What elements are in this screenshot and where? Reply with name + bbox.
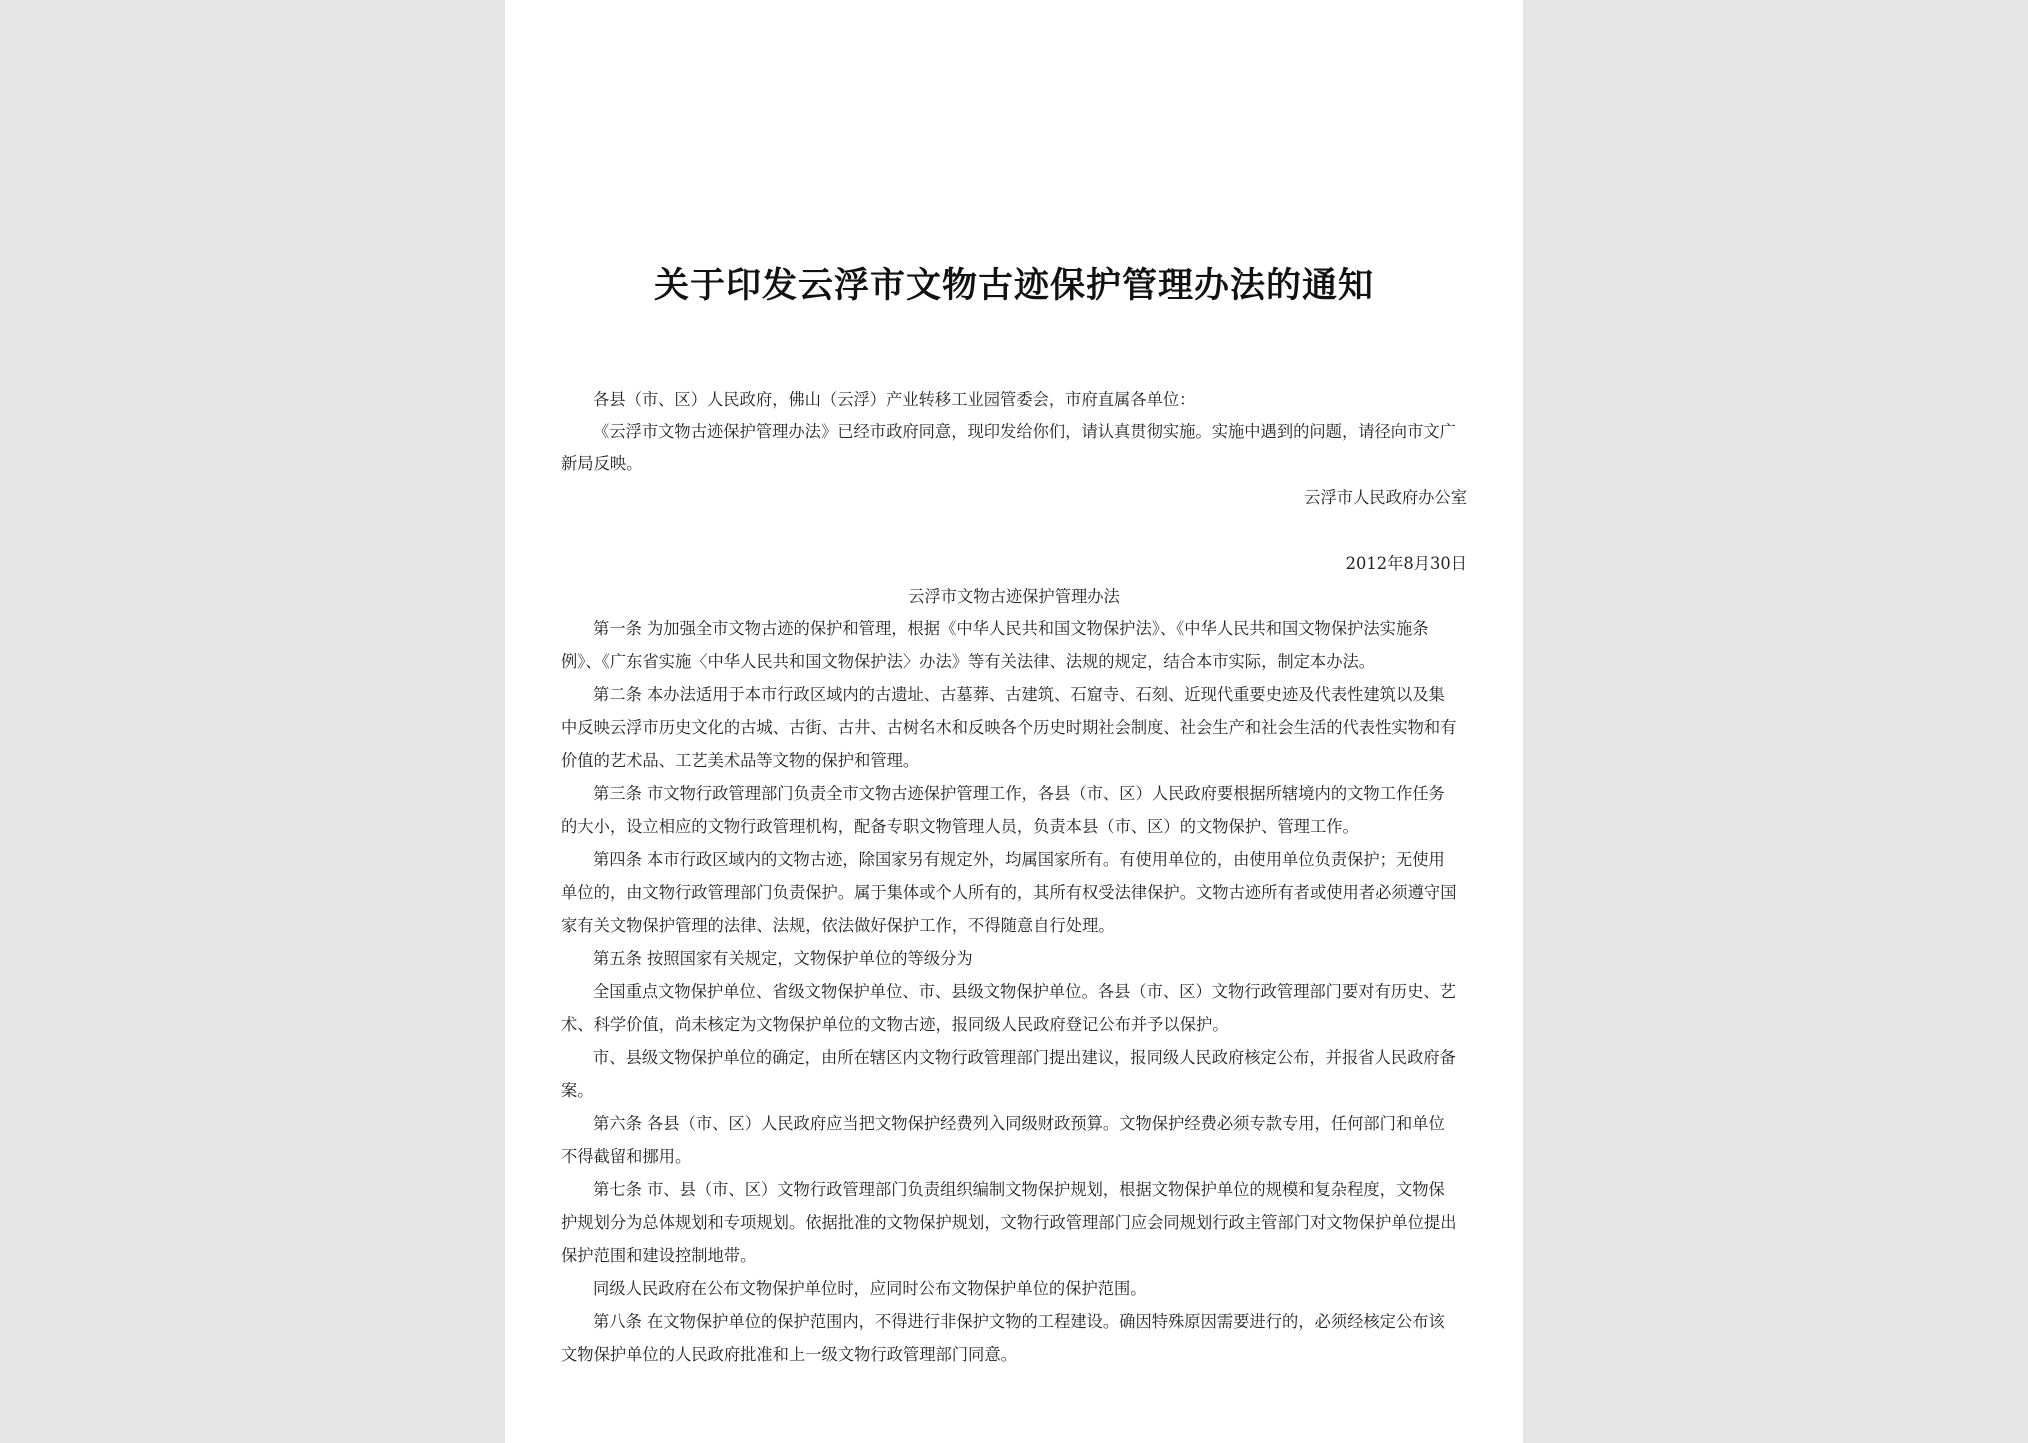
issue-date: 2012年8月30日 [1345, 554, 1467, 573]
body-line: 第五条 按照国家有关规定，文物保护单位的等级分为 [593, 949, 973, 968]
body-line: 第三条 市文物行政管理部门负责全市文物古迹保护管理工作，各县（市、区）人民政府要根据所辖境内的文物工作任务 [593, 784, 1445, 803]
body-line: 案。 [561, 1081, 594, 1100]
body-line: 第四条 本市行政区域内的文物古迹，除国家另有规定外，均属国家所有。有使用单位的，由使用单位负责保护；无使用 [593, 850, 1445, 869]
measure-title: 云浮市文物古迹保护管理办法 [908, 587, 1120, 606]
issuer: 云浮市人民政府办公室 [1304, 488, 1467, 507]
salutation: 各县（市、区）人民政府，佛山（云浮）产业转移工业园管委会，市府直属各单位： [593, 390, 1196, 409]
body-line: 单位的，由文物行政管理部门负责保护。属于集体或个人所有的，其所有权受法律保护。文物古迹所有者或使用者必须遵守国 [561, 883, 1457, 902]
body-line: 护规划分为总体规划和专项规划。依据批准的文物保护规划，文物行政管理部门应会同规划行政主管部门对文物保护单位提出 [561, 1213, 1457, 1232]
body-line: 文物保护单位的人民政府批准和上一级文物行政管理部门同意。 [561, 1345, 1017, 1364]
body-line: 同级人民政府在公布文物保护单位时，应同时公布文物保护单位的保护范围。 [593, 1279, 1147, 1298]
intro-line: 《云浮市文物古迹保护管理办法》已经市政府同意，现印发给你们，请认真贯彻实施。实施中遇到的问题，请径向市文广 [593, 422, 1456, 441]
document-title: 关于印发云浮市文物古迹保护管理办法的通知 [653, 265, 1374, 306]
body-line: 保护范围和建设控制地带。 [561, 1246, 757, 1265]
body-line: 家有关文物保护管理的法律、法规，依法做好保护工作，不得随意自行处理。 [561, 916, 1115, 935]
body-line: 第六条 各县（市、区）人民政府应当把文物保护经费列入同级财政预算。文物保护经费必须专款专用，任何部门和单位 [593, 1114, 1445, 1133]
body-line: 例》、《广东省实施〈中华人民共和国文物保护法〉办法》等有关法律、法规的规定，结合本市实际，制定本办法。 [561, 652, 1376, 671]
body-line: 的大小，设立相应的文物行政管理机构，配备专职文物管理人员，负责本县（市、区）的文物保护、管理工作。 [561, 817, 1359, 836]
body-line: 中反映云浮市历史文化的古城、古街、古井、古树名木和反映各个历史时期社会制度、社会生产和社会生活的代表性实物和有 [561, 718, 1457, 737]
body-line: 第八条 在文物保护单位的保护范围内，不得进行非保护文物的工程建设。确因特殊原因需要进行的，必须经核定公布该 [593, 1312, 1445, 1331]
body-line: 第二条 本办法适用于本市行政区域内的古遗址、古墓葬、古建筑、石窟寺、石刻、近现代重要史迹及代表性建筑以及集 [593, 685, 1445, 704]
intro-line: 新局反映。 [561, 454, 643, 473]
body-line: 市、县级文物保护单位的确定，由所在辖区内文物行政管理部门提出建议，报同级人民政府核定公布，并报省人民政府备 [593, 1048, 1456, 1067]
body-line: 全国重点文物保护单位、省级文物保护单位、市、县级文物保护单位。各县（市、区）文物行政管理部门要对有历史、艺 [593, 982, 1456, 1001]
body-line: 第七条 市、县（市、区）文物行政管理部门负责组织编制文物保护规划，根据文物保护单位的规模和复杂程度，文物保 [593, 1180, 1445, 1199]
body-line: 不得截留和挪用。 [561, 1147, 692, 1166]
body-line: 术、科学价值，尚未核定为文物保护单位的文物古迹，报同级人民政府登记公布并予以保护。 [561, 1015, 1229, 1034]
body-line: 第一条 为加强全市文物古迹的保护和管理，根据《中华人民共和国文物保护法》、《中华人民共和国文物保护法实施条 [593, 619, 1429, 638]
body-line: 价值的艺术品、工艺美术品等文物的保护和管理。 [561, 751, 920, 770]
document-page [505, 0, 1523, 1443]
